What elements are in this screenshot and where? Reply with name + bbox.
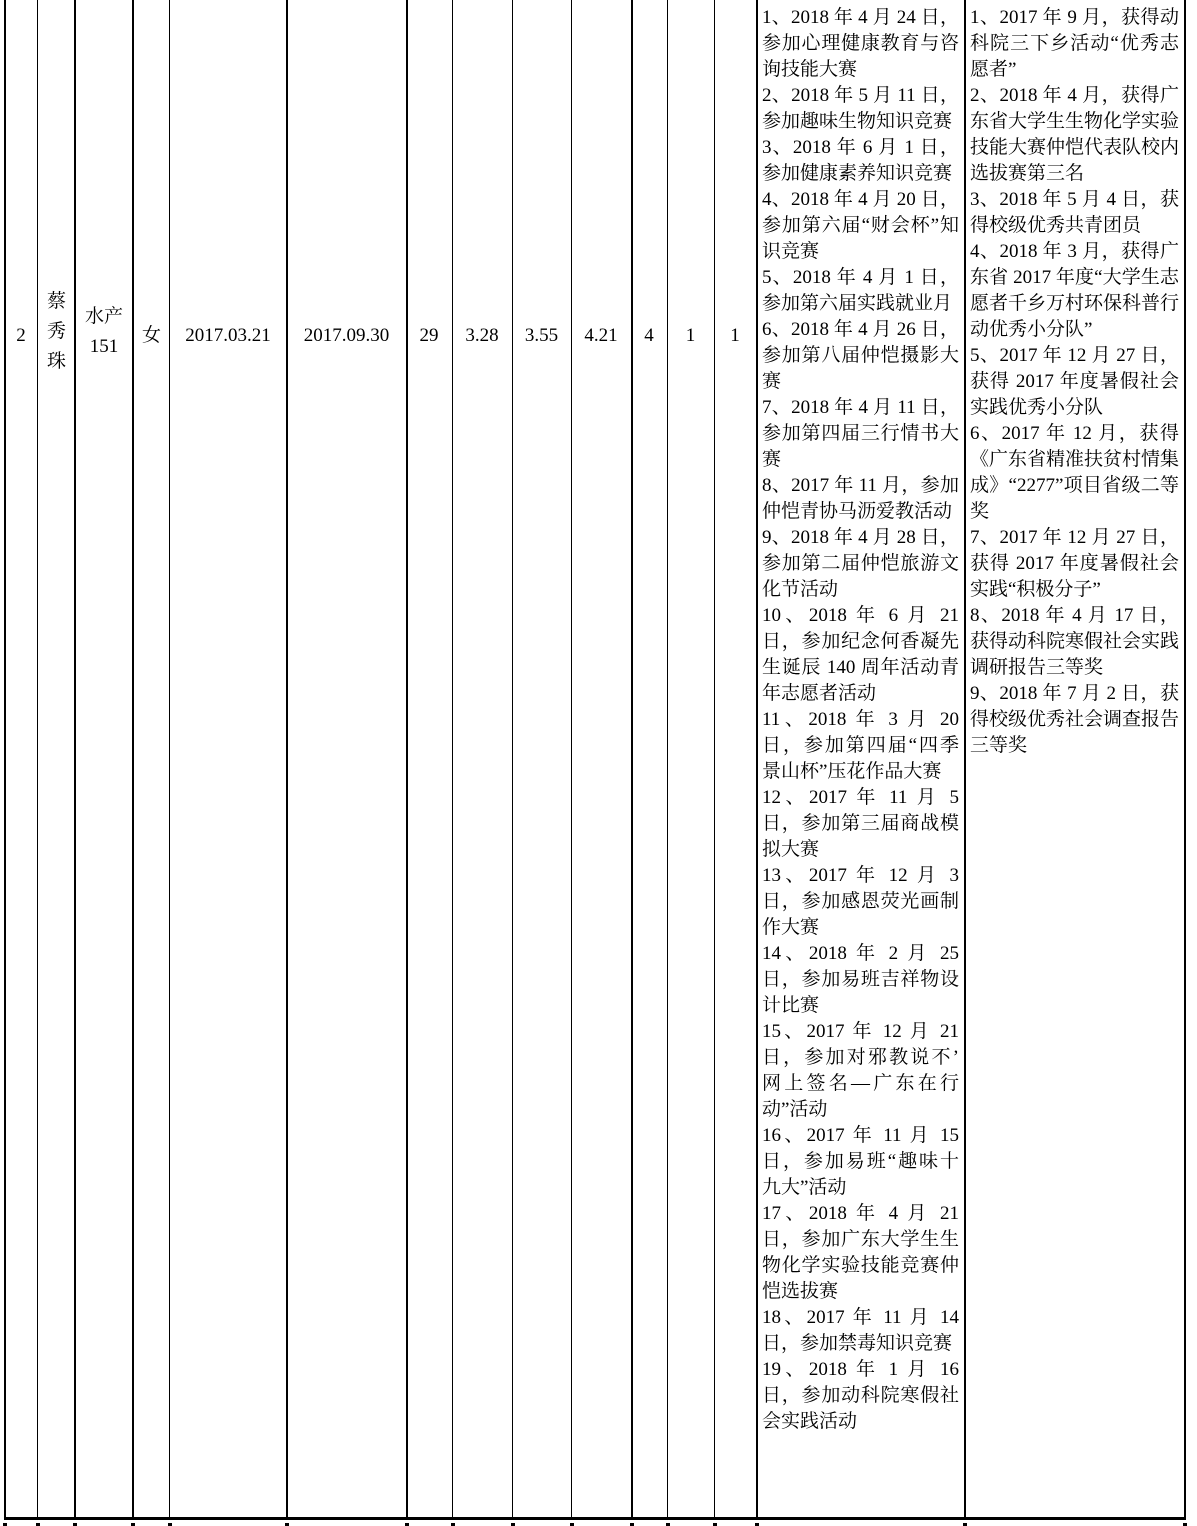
name-char: 蔡 [46, 291, 66, 312]
activity-item: 6、2018 年 4 月 26 日，参加第八届仲恺摄影大赛 [762, 319, 959, 392]
table-vline [132, 0, 134, 1517]
table-vline [512, 0, 513, 1517]
activity-item: 15、2017 年 12 月 21 日，参加对邪教说不’ 网上签名—广东在行动”活动 [762, 1021, 959, 1120]
activity-item: 10、2018 年 6 月 21 日，参加纪念何香凝先生诞辰 140 周年活动青年志愿者活动 [762, 605, 959, 704]
activity-item: 3、2018 年 6 月 1 日，参加健康素养知识竞赛 [762, 137, 959, 184]
award-item: 7、2017 年 12 月 27 日，获得 2017 年度暑假社会实践“积极分子” [970, 527, 1179, 600]
cell-activities [762, 5, 959, 1435]
cell-date-1: 2017.03.21 [185, 325, 271, 346]
cell-stat-5: 4 [644, 325, 654, 346]
table-vline [37, 0, 38, 1517]
class-line: 151 [89, 336, 119, 357]
activity-item: 7、2018 年 4 月 11 日，参加第四届三行情书大赛 [762, 397, 959, 470]
award-item: 1、2017 年 9 月，获得动科院三下乡活动“优秀志愿者” [970, 7, 1179, 80]
table-vline [169, 0, 170, 1517]
award-item: 3、2018 年 5 月 4 日，获得校级优秀共青团员 [970, 189, 1179, 236]
activity-item: 19、2018 年 1 月 16 日，参加动科院寒假社会实践活动 [762, 1359, 959, 1432]
activity-item: 17、2018 年 4 月 21 日，参加广东大学生生物化学实验技能竞赛仲恺选拔赛 [762, 1203, 959, 1302]
table-vline [452, 0, 453, 1517]
cell-stat-7: 1 [730, 325, 740, 346]
activity-item: 13、2017 年 12 月 3 日，参加感恩荧光画制作大赛 [762, 865, 959, 938]
cell-student-name [39, 287, 74, 377]
table-vline [286, 0, 288, 1517]
activity-item: 12、2017 年 11 月 5 日，参加第三届商战模拟大赛 [762, 787, 959, 860]
activity-item: 5、2018 年 4 月 1 日，参加第六届实践就业月 [762, 267, 959, 314]
table-vline [1184, 0, 1186, 1517]
table-vline [756, 0, 758, 1517]
table-vline [571, 0, 572, 1517]
award-item: 2、2018 年 4 月，获得广东省大学生生物化学实验技能大赛仲恺代表队校内选拔赛第三名 [970, 85, 1180, 184]
activity-item: 2、2018 年 5 月 11 日，参加趣味生物知识竞赛 [762, 85, 959, 132]
table-vline [4, 0, 6, 1517]
cell-class [77, 302, 131, 362]
cell-date-2: 2017.09.30 [303, 325, 390, 346]
table-vline [631, 0, 633, 1517]
table-vline [74, 0, 76, 1517]
activity-item: 18、2017 年 11 月 14 日，参加禁毒知识竞赛 [762, 1307, 959, 1354]
activity-item: 4、2018 年 4 月 20 日，参加第六届“财会杯”知识竞赛 [762, 189, 959, 262]
cell-row-index: 2 [16, 325, 26, 346]
activity-item: 8、2017 年 11 月，参加仲恺青协马沥爱教活动 [762, 475, 959, 522]
table-vline [964, 0, 966, 1517]
activity-item: 9、2018 年 4 月 28 日，参加第二届仲恺旅游文化节活动 [762, 527, 959, 600]
class-line: 水产 [84, 306, 123, 327]
cell-stat-4: 4.21 [584, 325, 618, 346]
table-vline [406, 0, 408, 1517]
table-vline [714, 0, 715, 1517]
activity-item: 14、2018 年 2 月 25 日，参加易班吉祥物设计比赛 [762, 943, 959, 1016]
cell-stat-2: 3.28 [465, 325, 499, 346]
cell-awards [970, 5, 1179, 759]
name-char: 珠 [46, 351, 66, 372]
name-char: 秀 [46, 321, 66, 342]
award-item: 5、2017 年 12 月 27 日，获得 2017 年度暑假社会实践优秀小分队 [970, 345, 1179, 418]
table-vline [667, 0, 668, 1517]
cell-stat-1: 29 [419, 325, 439, 346]
cell-gender: 女 [141, 325, 161, 346]
award-item: 9、2018 年 7 月 2 日，获得校级优秀社会调查报告三等奖 [970, 683, 1180, 756]
activity-item: 11、2018 年 3 月 20 日，参加第四届“四季景山杯”压花作品大赛 [762, 709, 959, 782]
cell-stat-3: 3.55 [524, 325, 559, 346]
table-row-bottom-border [4, 1517, 1186, 1520]
activity-item: 1、2018 年 4 月 24 日，参加心理健康教育与咨询技能大赛 [762, 7, 959, 80]
award-item: 8、2018 年 4 月 17 日，获得动科院寒假社会实践调研报告三等奖 [970, 605, 1180, 678]
award-item: 4、2018 年 3 月，获得广东省 2017 年度“大学生志愿者千乡万村环保科普行动优秀小分队” [970, 241, 1180, 340]
activity-item: 16、2017 年 11 月 15 日，参加易班“趣味十九大”活动 [762, 1125, 959, 1198]
cell-stat-6: 1 [685, 325, 696, 346]
award-item: 6、2017 年 12 月，获得《广东省精准扶贫村情集成》“2277”项目省级二等奖 [970, 423, 1180, 522]
